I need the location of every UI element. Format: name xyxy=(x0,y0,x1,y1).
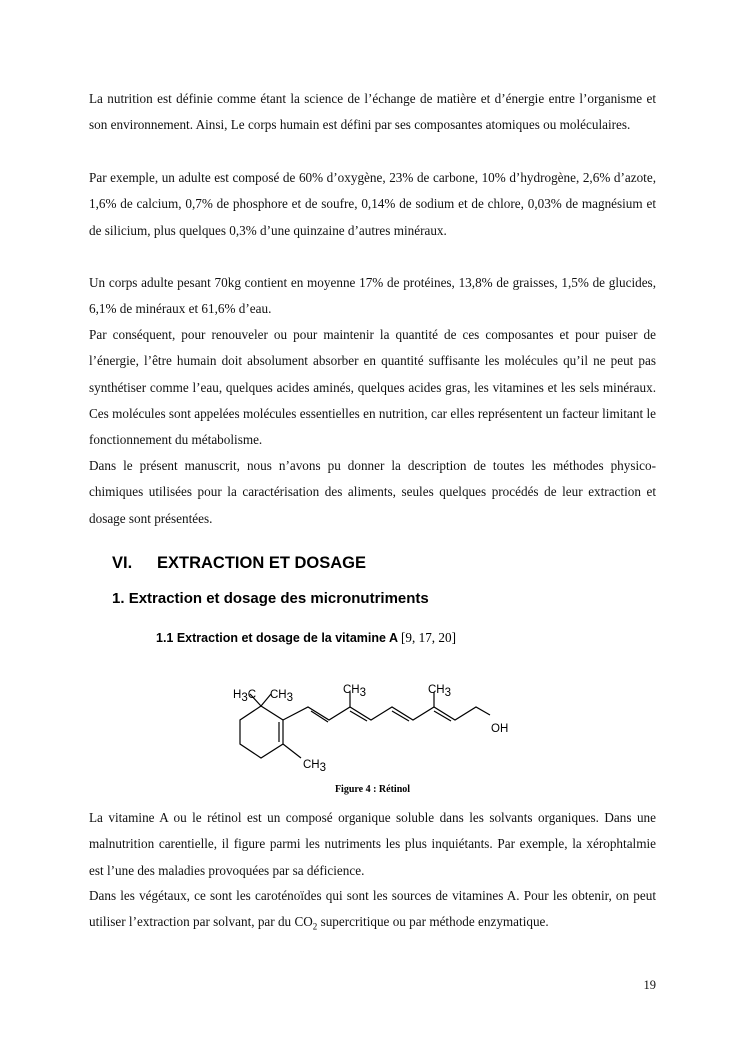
body-paragraph-1: La vitamine A ou le rétinol est un composé organique soluble dans les solvants organiques. Dans une malnutrition carentielle, il figure parmi les nutriments les plus inquiétants. Par exemple, la xérophtalmie est l’une des maladies provoquées par sa déficience. xyxy=(89,810,656,878)
chain-methyl-2-label: CH3 xyxy=(428,684,452,699)
page-number: 19 xyxy=(643,978,656,992)
figure-caption: Figure 4 : Rétinol xyxy=(334,784,411,795)
subsection-number: 1. xyxy=(112,590,125,607)
body-paragraph-2-end: supercritique ou par méthode enzymatique. xyxy=(317,914,549,930)
retinol-structure-diagram xyxy=(225,680,525,780)
gem-methyl-right-label: CH3 xyxy=(270,689,294,704)
chain-methyl-1-label: CH3 xyxy=(343,684,367,699)
intro-paragraph-3: Un corps adulte pesant 70kg contient en moyenne 17% de protéines, 13,8% de graisses, 1,5% de glucides, 6,1% de minéraux et 61,6% d’eau. xyxy=(89,275,656,317)
subsubsection-heading xyxy=(156,630,456,646)
section-heading xyxy=(112,554,366,573)
gem-methyl-left-label: H3C xyxy=(233,689,257,704)
body-paragraph-2-text: Dans les végétaux, ce sont les caroténoïdes qui sont les sources de vitamines A. Pour les obtenir, on peut utiliser l’extraction par solvant, par du CO xyxy=(89,888,656,930)
citation-refs: [9, 17, 20] xyxy=(401,630,456,645)
intro-paragraph-5: Dans le présent manuscrit, nous n’avons pu donner la description de toutes les méthodes physico-chimiques utilisées pour la caractérisation des aliments, seules quelques procédés de leur extraction et dosage sont présentées. xyxy=(89,458,656,526)
section-title: EXTRACTION ET DOSAGE xyxy=(157,554,367,572)
ring-methyl-label: CH3 xyxy=(303,759,327,774)
subsection-heading xyxy=(112,590,429,607)
intro-paragraph-2: Par exemple, un adulte est composé de 60% d’oxygène, 23% de carbone, 10% d’hydrogène, 2,6% d’azote, 1,6% de calcium, 0,7% de phosphore et de soufre, 0,14% de sodium et de chlore, 0,03% de magnésium et de silicium, plus quelques 0,3% d’une quinzaine d’autres minéraux. xyxy=(89,170,656,238)
intro-paragraph-1: La nutrition est définie comme étant la science de l’échange de matière et d’énergie entre l’organisme et son environnement. Ainsi, Le corps humain est défini par ses composantes atomiques ou moléculaires. xyxy=(89,91,656,133)
hydroxyl-label: OH xyxy=(491,723,509,735)
co2-subscript: 2 xyxy=(312,921,318,932)
section-number: VI. xyxy=(112,554,133,572)
subsubsection-title: 1.1 Extraction et dosage de la vitamine A xyxy=(156,631,398,645)
retinol-bonds xyxy=(240,692,490,758)
intro-paragraph-4: Par conséquent, pour renouveler ou pour maintenir la quantité de ces composantes et pour puiser de l’énergie, l’être humain doit absolument absorber en quantité suffisante les molécules qu’il ne peut pas synthétiser comme l’eau, quelques acides aminés, quelques acides gras, les vitamines et les sels minéraux. Ces molécules sont appelées molécules essentielles en nutrition, car elles représentent un facteur limitant le fonctionnement du métabolisme. xyxy=(89,327,656,448)
subsection-title: Extraction et dosage des micronutriments xyxy=(128,590,429,607)
body-paragraph-2 xyxy=(89,883,656,940)
